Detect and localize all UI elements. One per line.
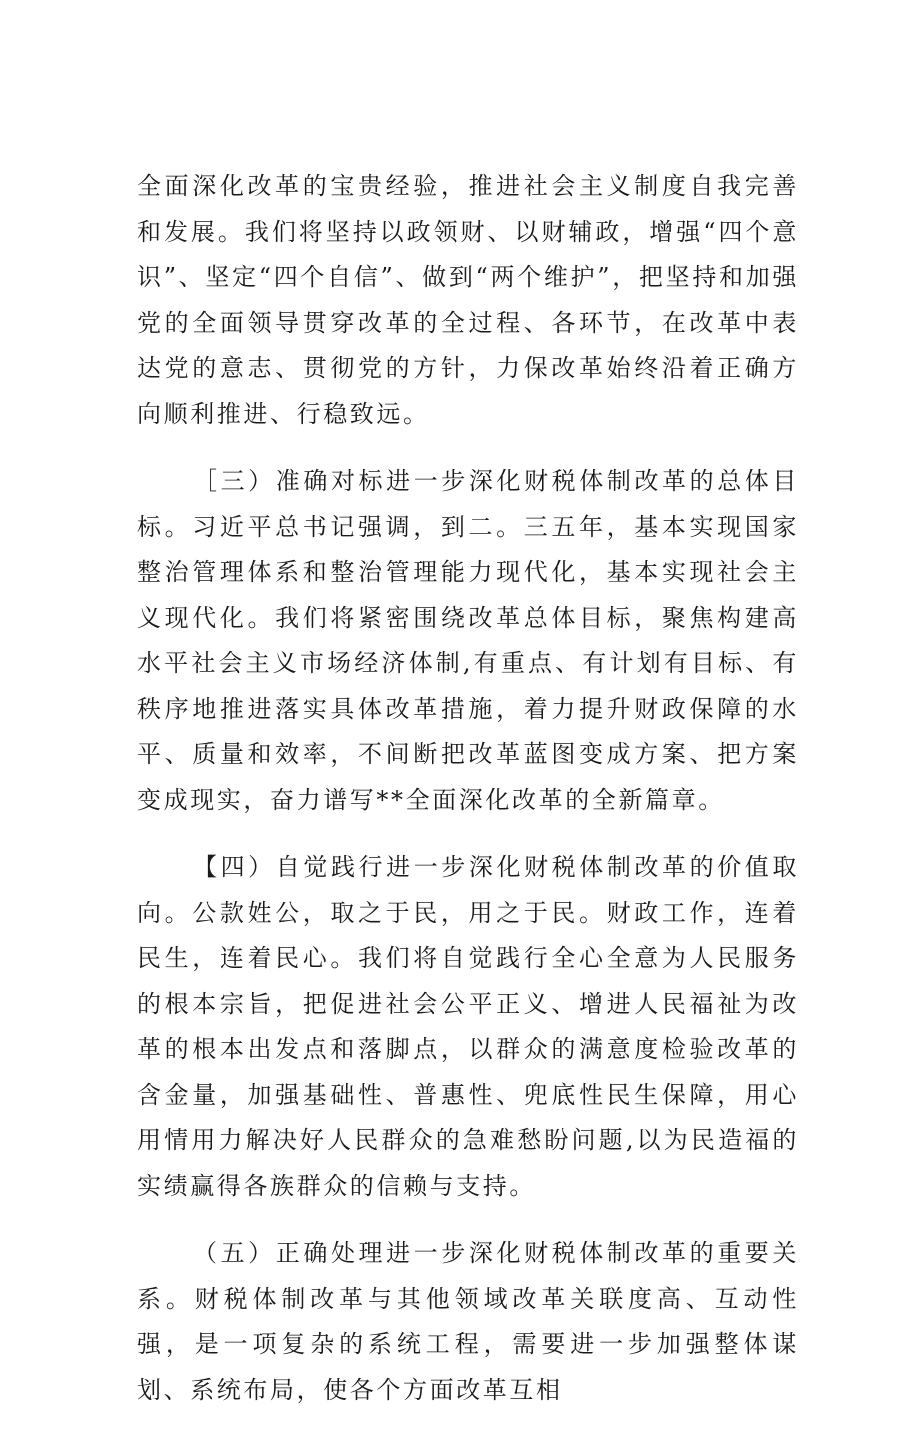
- paragraph-continuation: 全面深化改革的宝贵经验，推进社会主义制度自我完善和发展。我们将坚持以政领财、以财辅政，增强“四个意识”、坚定“四个自信”、做到“两个维护”，把坚持和加强党的全面领导贯穿改革的全过程、各环节，在改革中表达党的意志、贯彻党的方针，力保改革始终沿着正确方向顺利推进、行稳致远。: [137, 172, 799, 428]
- paragraph-section-five: （五）正确处理进一步深化财税体制改革的重要关系。财税体制改革与其他领域改革关联度高、互动性强，是一项复杂的系统工程，需要进一步加强整体谋划、系统布局，使各个方面改革互相: [137, 1239, 799, 1404]
- document-body: [137, 164, 799, 1435]
- paragraph-section-four: 【四）自觉践行进一步深化财税体制改革的价值取向。公款姓公，取之于民，用之于民。财政工作，连着民生，连着民心。我们将自觉践行全心全意为人民服务的根本宗旨，把促进社会公平正义、增进人民福祉为改革的根本出发点和落脚点，以群众的满意度检验改革的含金量，加强基础性、普惠性、兜底性民生保障，用心用情用力解决好人民群众的急难愁盼问题,以为民造福的实绩赢得各族群众的信赖与支持。: [137, 853, 799, 1200]
- paragraph-section-three: ［三）准确对标进一步深化财税体制改革的总体目标。习近平总书记强调，到二。三五年，基本实现国家整治管理体系和整治管理能力现代化，基本实现社会主义现代化。我们将紧密围绕改革总体目标，聚焦构建高水平社会主义市场经济体制,有重点、有计划有目标、有秩序地推进落实具体改革措施，着力提升财政保障的水平、质量和效率，不间断把改革蓝图变成方案、把方案变成现实，奋力谱写**全面深化改革的全新篇章。: [137, 467, 799, 814]
